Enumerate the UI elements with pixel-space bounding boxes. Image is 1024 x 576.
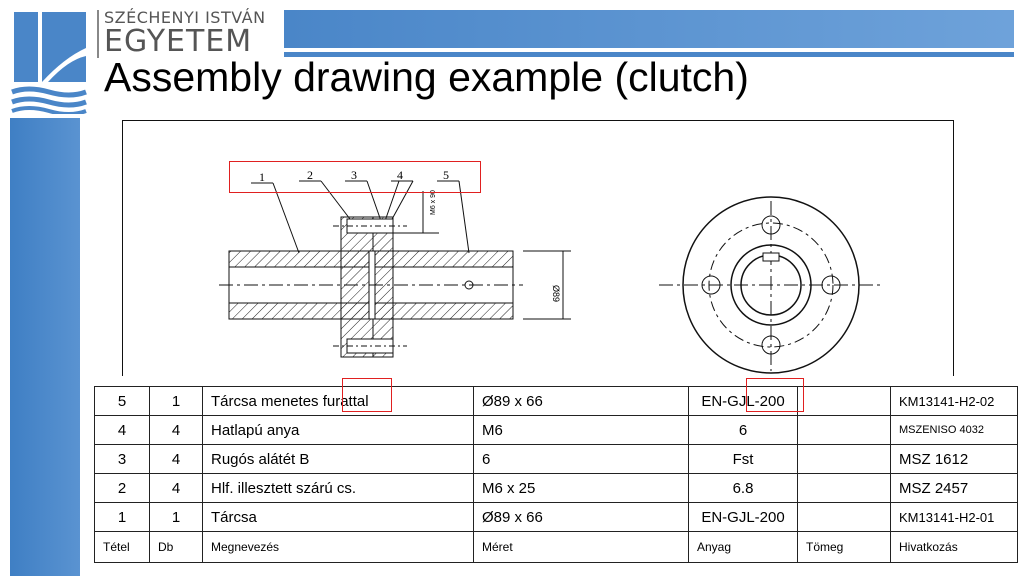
cell-item: 3 <box>95 445 150 474</box>
cell-material: Fst <box>689 445 798 474</box>
parts-list-table <box>94 386 1018 563</box>
column-header-item: Tétel <box>95 532 150 563</box>
cell-qty: 4 <box>150 416 203 445</box>
cell-mass <box>798 503 891 532</box>
cell-ref: KM13141-H2-01 <box>891 503 1018 532</box>
cell-mass <box>798 387 891 416</box>
hole-highlight-box <box>342 378 392 412</box>
cell-mass <box>798 416 891 445</box>
balloon-3: 3 <box>351 168 357 182</box>
balloon-4: 4 <box>397 168 403 182</box>
table-row <box>95 416 1018 445</box>
cell-qty: 4 <box>150 445 203 474</box>
cell-item: 1 <box>95 503 150 532</box>
balloon-1: 1 <box>259 170 265 184</box>
cell-size: M6 x 25 <box>474 474 689 503</box>
column-header-qty: Db <box>150 532 203 563</box>
cell-size: Ø89 x 66 <box>474 503 689 532</box>
table-row <box>95 445 1018 474</box>
slide-title: Assembly drawing example (clutch) <box>104 54 749 100</box>
logo-divider <box>97 10 99 58</box>
cell-ref: KM13141-H2-02 <box>891 387 1018 416</box>
cell-name: Hlf. illesztett szárú cs. <box>203 474 474 503</box>
cell-qty: 4 <box>150 474 203 503</box>
table-row <box>95 503 1018 532</box>
cell-item: 4 <box>95 416 150 445</box>
cell-material: 6 <box>689 416 798 445</box>
table-row <box>95 474 1018 503</box>
logo-text-egyetem: EGYETEM <box>104 24 253 59</box>
column-header-ref: Hivatkozás <box>891 532 1018 563</box>
cell-item: 2 <box>95 474 150 503</box>
cell-item: 5 <box>95 387 150 416</box>
cell-name: Tárcsa <box>203 503 474 532</box>
clutch-drawing-svg <box>123 121 953 377</box>
column-header-material: Anyag <box>689 532 798 563</box>
cell-ref: MSZ 1612 <box>891 445 1018 474</box>
cell-qty: 1 <box>150 387 203 416</box>
column-header-mass: Tömeg <box>798 532 891 563</box>
table-row <box>95 387 1018 416</box>
dimension-diameter: Ø89 <box>551 285 561 303</box>
cell-ref: MSZENISO 4032 <box>891 416 1018 445</box>
material-highlight-box <box>746 378 804 412</box>
cell-size: 6 <box>474 445 689 474</box>
cell-ref: MSZ 2457 <box>891 474 1018 503</box>
table-header-row <box>95 532 1018 563</box>
balloons-highlight-box <box>229 161 481 193</box>
cell-material: EN-GJL-200 <box>689 387 798 416</box>
cell-mass <box>798 445 891 474</box>
dimension-bolt: M6 x 90 <box>430 190 437 215</box>
cell-size: M6 <box>474 416 689 445</box>
cell-name: Tárcsa menetes furattal <box>203 387 474 416</box>
assembly-drawing <box>122 120 954 377</box>
cell-name: Hatlapú anya <box>203 416 474 445</box>
balloon-2: 2 <box>307 168 313 182</box>
column-header-name: Megnevezés <box>203 532 474 563</box>
balloon-5: 5 <box>443 168 449 182</box>
logo-text-university: SZÉCHENYI ISTVÁN <box>104 8 266 27</box>
university-logo-icon <box>8 8 90 114</box>
cell-material: EN-GJL-200 <box>689 503 798 532</box>
cell-size: Ø89 x 66 <box>474 387 689 416</box>
cell-material: 6.8 <box>689 474 798 503</box>
left-accent-bar <box>10 118 80 576</box>
cell-qty: 1 <box>150 503 203 532</box>
column-header-size: Méret <box>474 532 689 563</box>
header-stripe <box>284 10 1014 48</box>
cell-mass <box>798 474 891 503</box>
cell-name: Rugós alátét B <box>203 445 474 474</box>
parts-list-panel <box>82 376 1018 576</box>
